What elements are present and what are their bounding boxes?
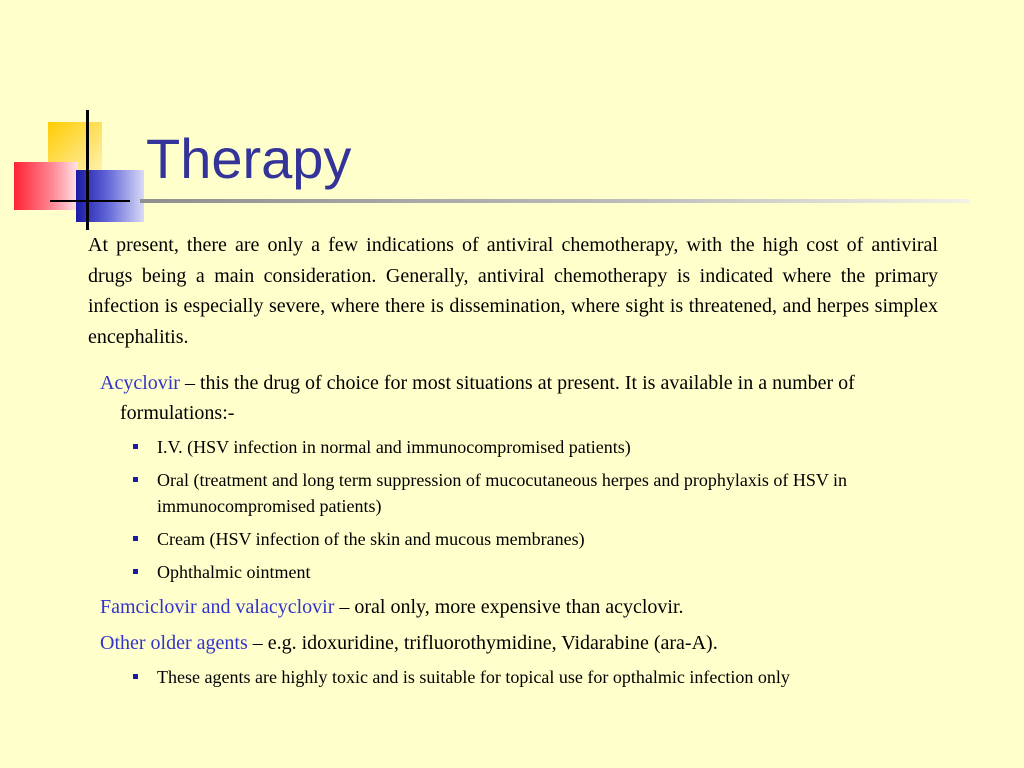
decoration-vertical-line xyxy=(86,110,89,230)
title-underline-rule xyxy=(140,199,970,203)
list-item xyxy=(157,559,940,585)
list-item-text: These agents are highly toxic and is suitable for topical use for opthalmic infection only xyxy=(157,667,790,687)
list-item-text: Ophthalmic ointment xyxy=(157,562,311,582)
acyclovir-lead: Acyclovir xyxy=(100,372,180,394)
acyclovir-paragraph xyxy=(100,368,940,428)
square-bullet-icon xyxy=(133,674,138,679)
acyclovir-text: – this the drug of choice for most situations at present. It is available in a number of formulations:- xyxy=(120,372,855,424)
famciclovir-paragraph xyxy=(100,592,940,622)
square-bullet-icon xyxy=(133,444,138,449)
older-agents-list xyxy=(100,664,940,690)
list-item xyxy=(157,526,940,552)
decoration-horizontal-line xyxy=(50,200,130,202)
square-bullet-icon xyxy=(133,536,138,541)
decoration-red-square xyxy=(14,162,78,210)
list-item xyxy=(157,664,940,690)
square-bullet-icon xyxy=(133,569,138,574)
older-agents-lead: Other older agents xyxy=(100,632,248,654)
slide-content xyxy=(100,368,940,697)
famciclovir-text: – oral only, more expensive than acyclovir. xyxy=(334,596,684,618)
list-item xyxy=(157,467,940,519)
famciclovir-lead: Famciclovir and valacyclovir xyxy=(100,596,335,618)
list-item-text: I.V. (HSV infection in normal and immunocompromised patients) xyxy=(157,437,631,457)
acyclovir-formulations-list xyxy=(100,434,940,585)
square-bullet-icon xyxy=(133,477,138,482)
list-item xyxy=(157,434,940,460)
slide-title: Therapy xyxy=(146,127,352,190)
list-item-text: Cream (HSV infection of the skin and mucous membranes) xyxy=(157,529,585,549)
intro-paragraph: At present, there are only a few indications of antiviral chemotherapy, with the high cost of antiviral drugs being a main consideration. Generally, antiviral chemotherapy is indicated where the primary infection is especially severe, where there is dissemination, where sight is threatened, and herpes simplex encephalitis. xyxy=(88,234,938,348)
list-item-text: Oral (treatment and long term suppression of mucocutaneous herpes and prophylaxis of HSV in immunocompromised patients) xyxy=(157,470,848,516)
older-agents-paragraph xyxy=(100,628,940,658)
older-agents-text: – e.g. idoxuridine, trifluorothymidine, Vidarabine (ara-A). xyxy=(247,632,718,654)
